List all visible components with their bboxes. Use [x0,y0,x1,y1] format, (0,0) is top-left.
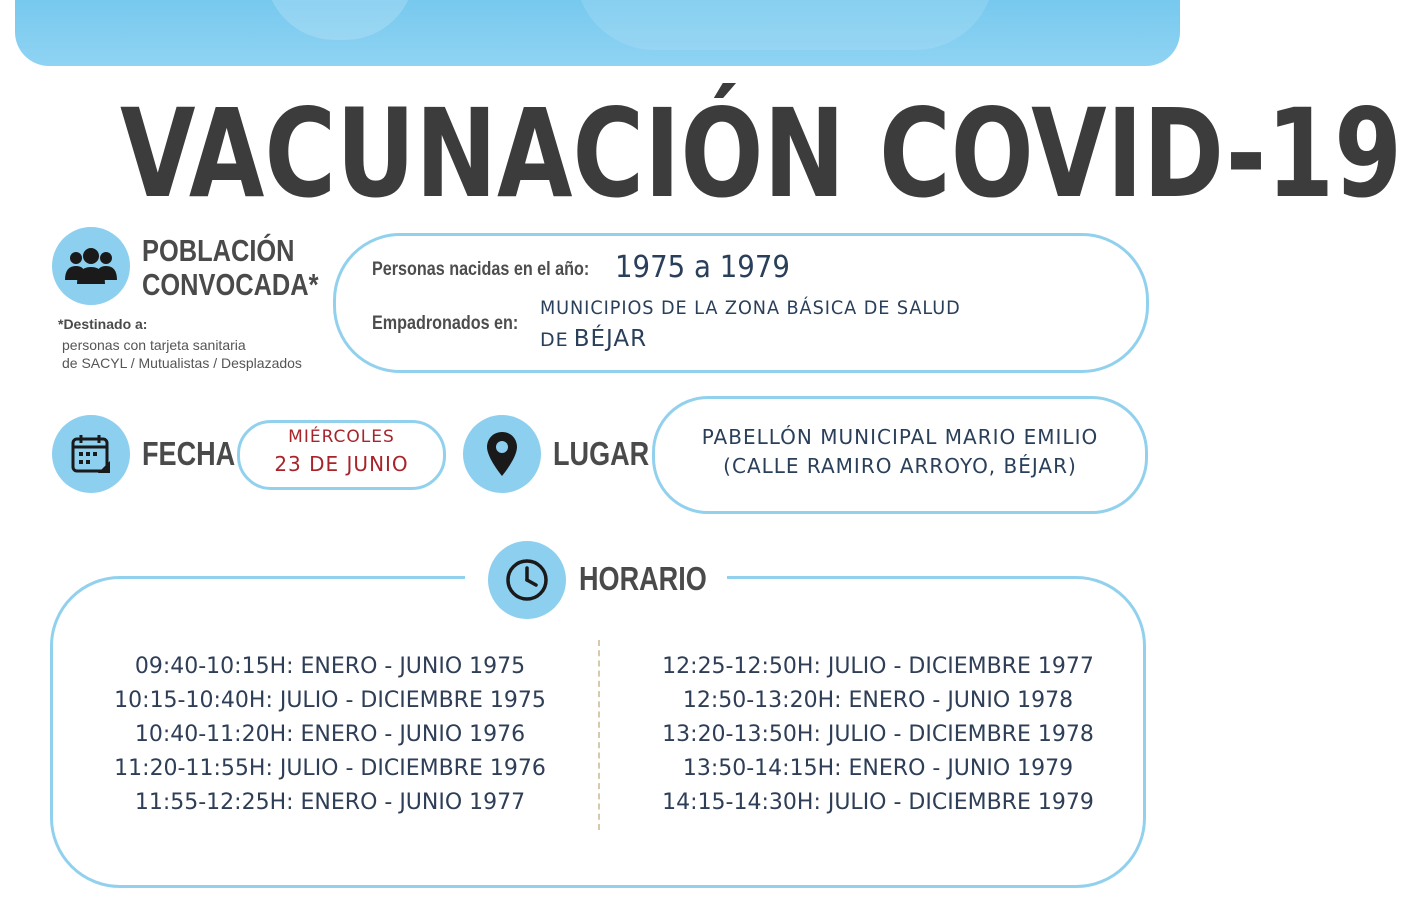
schedule-row: 10:40-11:20H: ENERO - JUNIO 1976 [134,722,526,747]
schedule-row: 14:15-14:30H: JULIO - DICIEMBRE 1979 [662,790,1094,815]
horario-right-column [628,650,1128,820]
people-icon [52,227,130,305]
schedule-row: 13:50-14:15H: ENERO - JUNIO 1979 [682,756,1074,781]
schedule-row: 11:20-11:55H: JULIO - DICIEMBRE 1976 [114,756,546,781]
location-pin-icon [463,415,541,493]
municipios-line2-place: BÉJAR [573,326,648,352]
horario-left-column [95,650,565,820]
calendar-icon [52,415,130,493]
clock-icon [488,541,566,619]
fecha-date: 23 DE JUNIO [274,452,409,476]
schedule-row: 13:20-13:50H: JULIO - DICIEMBRE 1978 [662,722,1094,747]
poblacion-note-line1: personas con tarjeta sanitaria [62,337,246,353]
header-banner-image [15,0,1180,66]
poblacion-heading-line1: POBLACIÓN [142,233,295,268]
lugar-line2: (CALLE RAMIRO ARROYO, BÉJAR) [723,454,1077,478]
municipios-line2 [540,326,647,352]
nacidas-value: 1975 a 1979 [615,250,790,285]
nacidas-label: Personas nacidas en el año: [372,259,590,280]
schedule-row: 11:55-12:25H: ENERO - JUNIO 1977 [134,790,526,815]
fecha-heading: FECHA [142,435,236,472]
schedule-row: 09:40-10:15H: ENERO - JUNIO 1975 [134,654,526,679]
municipios-line1: MUNICIPIOS DE LA ZONA BÁSICA DE SALUD [540,297,961,319]
poblacion-note-line2: de SACYL / Mutualistas / Desplazados [62,355,302,371]
schedule-row: 10:15-10:40H: JULIO - DICIEMBRE 1975 [114,688,546,713]
lugar-line1: PABELLÓN MUNICIPAL MARIO EMILIO [701,425,1099,449]
horario-divider [598,640,600,830]
lugar-heading: LUGAR [553,435,650,472]
empadronados-label: Empadronados en: [372,313,519,334]
schedule-row: 12:25-12:50H: JULIO - DICIEMBRE 1977 [662,654,1094,679]
horario-heading: HORARIO [579,560,707,597]
fecha-day: MIÉRCOLES [288,427,395,447]
poblacion-heading-line2: CONVOCADA* [142,267,319,302]
schedule-row: 12:50-13:20H: ENERO - JUNIO 1978 [682,688,1074,713]
municipios-line2-prefix: DE [540,329,569,351]
poblacion-note-title: *Destinado a: [58,316,148,332]
page-title: VACUNACIÓN COVID-19 [120,83,1402,225]
